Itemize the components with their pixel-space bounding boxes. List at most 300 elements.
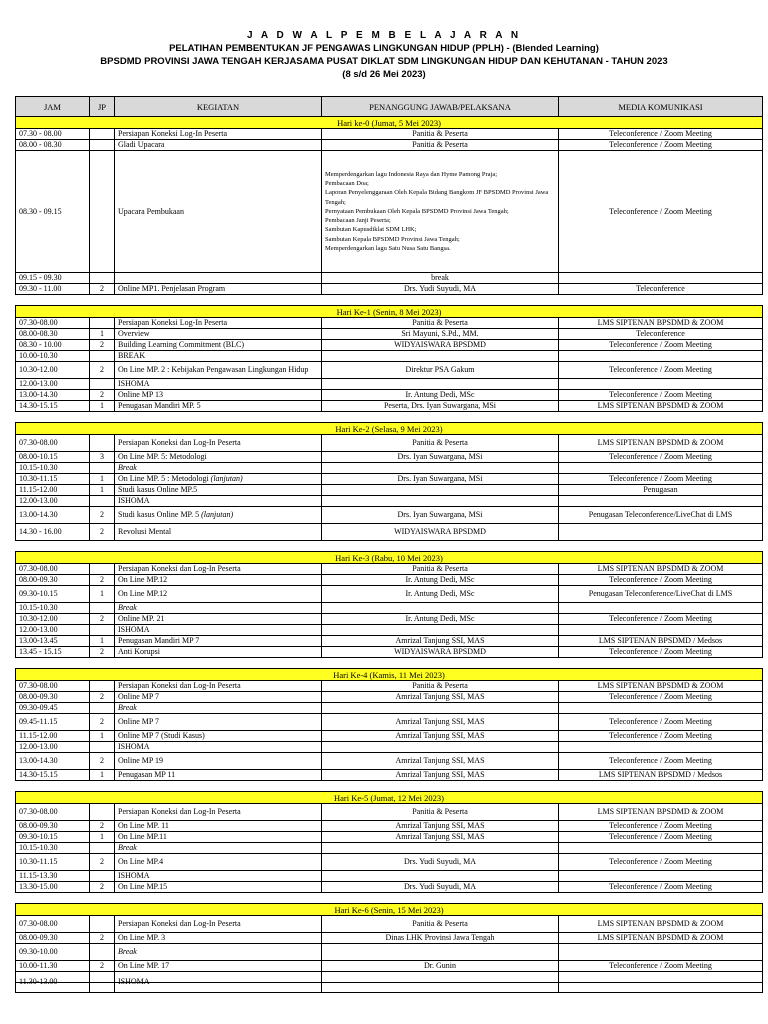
cell-jp: 2 [90, 362, 115, 379]
table-row [16, 140, 763, 151]
cell-jp: 2 [90, 284, 115, 295]
cell-kegiatan [115, 614, 322, 625]
cell-jp [90, 379, 115, 390]
cell-kegiatan [115, 463, 322, 474]
cell-kegiatan [115, 821, 322, 832]
table-row [16, 871, 763, 882]
table-row [16, 362, 763, 379]
cell-kegiatan [115, 507, 322, 524]
cell-jam: 10.30-11.15 [16, 854, 90, 871]
agenda-item: Memperdengarkan lagu Indonesia Raya dan Hyme Pamong Praja; [325, 171, 498, 179]
activity-text: Online MP 13 [118, 390, 164, 399]
spacer-cell [16, 412, 763, 423]
table-row [16, 742, 763, 753]
cell-kegiatan [115, 753, 322, 770]
cell-jp: 2 [90, 614, 115, 625]
cell-jp [90, 804, 115, 821]
cell-kegiatan [115, 390, 322, 401]
cell-media [559, 351, 763, 362]
day-spacer [16, 295, 763, 306]
agenda-item: Sambutan Kapusdiklat SDM LHK; [325, 226, 417, 234]
activity-text: Persiapan Koneksi dan Log-In Peserta [118, 919, 241, 928]
cell-penanggung-jawab: Drs. Iyan Suwargana, MSi [322, 452, 559, 463]
cell-kegiatan [115, 496, 322, 507]
cell-media: Penugasan [559, 485, 763, 496]
cell-penanggung-jawab: Drs. Yudi Suyudi, MA [322, 882, 559, 893]
cell-jam: 09.30 - 11.00 [16, 284, 90, 295]
cell-jp [90, 871, 115, 882]
cell-jp: 2 [90, 961, 115, 972]
cell-jam: 09.30-10.15 [16, 832, 90, 843]
cell-jam: 09.30-10.00 [16, 944, 90, 961]
activity-text: On Line MP.4 [118, 857, 164, 866]
day-title: Hari Ke-4 (Kamis, 11 Mei 2023) [16, 669, 763, 681]
agenda-item: Pembacaan Doa; [325, 180, 369, 188]
activity-text: Persiapan Koneksi Log-In Peserta [118, 318, 228, 327]
activity-text: On Line MP.12 [118, 575, 168, 584]
table-row [16, 843, 763, 854]
cell-penanggung-jawab [322, 843, 559, 854]
activity-text: Persiapan Koneksi dan Log-In Peserta [118, 807, 241, 816]
cell-jp [90, 603, 115, 614]
activity-text: Online MP 19 [118, 756, 164, 765]
cell-media: LMS SIPTENAN BPSDMD & ZOOM [559, 435, 763, 452]
cell-jp: 2 [90, 647, 115, 658]
cell-jp: 1 [90, 731, 115, 742]
cell-kegiatan [115, 636, 322, 647]
schedule-table [15, 96, 763, 993]
cell-media: LMS SIPTENAN BPSDMD & ZOOM [559, 933, 763, 944]
table-row [16, 647, 763, 658]
activity-text: Break [118, 947, 137, 956]
cell-jam: 07.30-08.00 [16, 318, 90, 329]
cell-jp [90, 843, 115, 854]
cell-kegiatan [115, 575, 322, 586]
table-row [16, 625, 763, 636]
cell-jam: 11.15-13.30 [16, 871, 90, 882]
table-row [16, 496, 763, 507]
cell-kegiatan [115, 379, 322, 390]
cell-media [559, 603, 763, 614]
activity-suffix: (lanjutan) [201, 510, 234, 519]
cell-media [559, 625, 763, 636]
day-header-row [16, 423, 763, 435]
cell-kegiatan [115, 318, 322, 329]
cell-penanggung-jawab: Amrizal Tanjung SSI, MAS [322, 821, 559, 832]
activity-text: On Line MP. 11 [118, 821, 169, 830]
cell-jam: 10.15-10.30 [16, 463, 90, 474]
cell-jp: 2 [90, 854, 115, 871]
cell-kegiatan [115, 273, 322, 284]
cell-penanggung-jawab: Amrizal Tanjung SSI, MAS [322, 770, 559, 781]
cell-jam: 08.00-10.15 [16, 452, 90, 463]
cell-jp [90, 703, 115, 714]
cell-jp: 2 [90, 507, 115, 524]
cell-kegiatan [115, 731, 322, 742]
cell-jam: 13.45 - 15.15 [16, 647, 90, 658]
activity-text: ISHOMA [118, 625, 150, 634]
cell-penanggung-jawab: Amrizal Tanjung SSI, MAS [322, 714, 559, 731]
cell-jp: 2 [90, 882, 115, 893]
day-header-row [16, 792, 763, 804]
cell-kegiatan [115, 933, 322, 944]
cell-penanggung-jawab: Amrizal Tanjung SSI, MAS [322, 832, 559, 843]
cell-jam: 09.45-11.15 [16, 714, 90, 731]
day-header-row [16, 669, 763, 681]
cell-jp: 2 [90, 340, 115, 351]
cell-kegiatan [115, 804, 322, 821]
cell-media: Teleconference / Zoom Meeting [559, 452, 763, 463]
activity-text: On Line MP. 5 : Metodologi [118, 474, 211, 483]
date-range: (8 s/d 26 Mei 2023) [342, 69, 426, 80]
cell-kegiatan [115, 832, 322, 843]
cell-media [559, 273, 763, 284]
day-spacer [16, 412, 763, 423]
cell-media: Teleconference / Zoom Meeting [559, 821, 763, 832]
activity-text: Studi kasus Online MP. 5 [118, 510, 202, 519]
table-row [16, 379, 763, 390]
cell-jp [90, 625, 115, 636]
day-header-row [16, 306, 763, 318]
day-title: Hari Ke-3 (Rabu, 10 Mei 2023) [16, 552, 763, 564]
cell-jp [90, 273, 115, 284]
cell-jam: 07.30-08.00 [16, 916, 90, 933]
activity-text: Penugasan Mandiri MP. 5 [118, 401, 201, 410]
cell-media: LMS SIPTENAN BPSDMD / Medsos [559, 770, 763, 781]
organizer-line: BPSDMD PROVINSI JAWA TENGAH KERJASAMA PUSAT DIKLAT SDM LINGKUNGAN HIDUP DAN KEHUTANAN - TAHUN 2023 [100, 56, 668, 67]
cell-kegiatan [115, 474, 322, 485]
cell-jam: 09.15 - 09.30 [16, 273, 90, 284]
activity-text: Break [118, 463, 137, 472]
cell-penanggung-jawab: WIDYAISWARA BPSDMD [322, 647, 559, 658]
cell-penanggung-jawab: Dinas LHK Provinsi Jawa Tengah [322, 933, 559, 944]
cell-kegiatan [115, 916, 322, 933]
cell-kegiatan [115, 452, 322, 463]
cell-media [559, 703, 763, 714]
cell-jp: 1 [90, 832, 115, 843]
cell-jam: 10.30-12.00 [16, 362, 90, 379]
cell-jam: 14.30-15.15 [16, 401, 90, 412]
activity-text: On Line MP. 17 [118, 961, 170, 970]
cell-penanggung-jawab: Amrizal Tanjung SSI, MAS [322, 753, 559, 770]
cell-jam: 08.00-09.30 [16, 575, 90, 586]
cell-penanggung-jawab: Panitia & Peserta [322, 916, 559, 933]
cell-kegiatan [115, 714, 322, 731]
activity-text: ISHOMA [118, 977, 150, 986]
cell-penanggung-jawab [322, 603, 559, 614]
activity-text: Penugasan Mandiri MP 7 [118, 636, 200, 645]
table-row [16, 933, 763, 944]
cell-jam: 09.30-09.45 [16, 703, 90, 714]
cell-jam: 08.30 - 09.15 [16, 151, 90, 273]
cell-jp: 2 [90, 821, 115, 832]
cell-media: LMS SIPTENAN BPSDMD & ZOOM [559, 681, 763, 692]
table-row [16, 614, 763, 625]
cell-jam: 12.00-13.00 [16, 742, 90, 753]
cell-kegiatan [115, 284, 322, 295]
cell-media: Teleconference / Zoom Meeting [559, 474, 763, 485]
cell-jp [90, 140, 115, 151]
column-header-row [16, 97, 763, 117]
cell-jam: 10.30-11.15 [16, 474, 90, 485]
cell-media: Teleconference / Zoom Meeting [559, 692, 763, 703]
cell-media: Teleconference / Zoom Meeting [559, 340, 763, 351]
cell-jp [90, 318, 115, 329]
cell-media: LMS SIPTENAN BPSDMD & ZOOM [559, 318, 763, 329]
cell-penanggung-jawab [322, 496, 559, 507]
day-title: Hari ke-0 (Jumat, 5 Mei 2023) [16, 117, 763, 129]
training-name: PELATIHAN PEMBENTUKAN JF PENGAWAS LINGKUNGAN HIDUP (PPLH) - (Blended Learning) [169, 43, 599, 54]
cell-kegiatan [115, 882, 322, 893]
cell-penanggung-jawab: Ir. Antung Dedi, MSc [322, 390, 559, 401]
cell-kegiatan [115, 603, 322, 614]
table-row [16, 485, 763, 496]
table-row [16, 961, 763, 972]
cell-penanggung-jawab: Ir. Antung Dedi, MSc [322, 586, 559, 603]
activity-text: Break [118, 843, 137, 852]
cell-kegiatan [115, 140, 322, 151]
cell-kegiatan [115, 586, 322, 603]
day-spacer [16, 541, 763, 552]
day-title: Hari Ke-2 (Selasa, 9 Mei 2023) [16, 423, 763, 435]
table-row [16, 916, 763, 933]
cell-jp: 1 [90, 636, 115, 647]
cell-media: Teleconference / Zoom Meeting [559, 575, 763, 586]
cell-penanggung-jawab: Panitia & Peserta [322, 681, 559, 692]
cell-media: Teleconference / Zoom Meeting [559, 961, 763, 972]
table-row [16, 474, 763, 485]
day-header-row [16, 904, 763, 916]
day-header-row [16, 552, 763, 564]
cell-jam: 08.00-09.30 [16, 821, 90, 832]
cell-jam: 09.30-10.15 [16, 586, 90, 603]
activity-text: BREAK [118, 351, 146, 360]
cell-penanggung-jawab [322, 463, 559, 474]
cell-media: LMS SIPTENAN BPSDMD & ZOOM [559, 916, 763, 933]
activity-text: Persiapan Koneksi dan Log-In Peserta [118, 564, 241, 573]
cell-jp: 1 [90, 329, 115, 340]
cell-jam: 12.00-13.00 [16, 625, 90, 636]
table-row [16, 564, 763, 575]
cell-media: Teleconference / Zoom Meeting [559, 151, 763, 273]
cell-media [559, 524, 763, 541]
cell-media: LMS SIPTENAN BPSDMD / Medsos [559, 636, 763, 647]
agenda-item: Memperdengarkan lagu Satu Nusa Satu Bangsa. [325, 244, 451, 252]
cell-penanggung-jawab: Ir. Antung Dedi, MSc [322, 614, 559, 625]
activity-text: Upacara Pembukaan [118, 206, 184, 216]
cell-kegiatan [115, 871, 322, 882]
cell-jam: 10.00-11.30 [16, 961, 90, 972]
cell-penanggung-jawab [322, 351, 559, 362]
activity-text: On Line MP. 3 [118, 933, 166, 942]
spacer-cell [16, 893, 763, 904]
table-row [16, 882, 763, 893]
cell-media [559, 742, 763, 753]
cell-penanggung-jawab [322, 485, 559, 496]
activity-text: Gladi Upacara [118, 140, 165, 149]
cell-jam: 08.00-09.30 [16, 692, 90, 703]
agenda-item: Sambutan Kepala BPSDMD Provinsi Jawa Tengah; [325, 235, 460, 243]
activity-text: Penugasan MP 11 [118, 770, 176, 779]
activity-text: Online MP 7 [118, 717, 160, 726]
cell-penanggung-jawab [322, 703, 559, 714]
cell-media: Teleconference [559, 329, 763, 340]
cell-jp: 2 [90, 575, 115, 586]
activity-text: Online MP. 21 [118, 614, 165, 623]
cell-penanggung-jawab: Amrizal Tanjung SSI, MAS [322, 636, 559, 647]
cell-jp [90, 564, 115, 575]
table-row [16, 340, 763, 351]
col-jam-header: JAM [16, 97, 90, 117]
activity-text: ISHOMA [118, 871, 150, 880]
col-penanggung-jawab-header: PENANGGUNG JAWAB/PELAKSANA [322, 97, 559, 117]
cell-jam: 08.00 - 08.30 [16, 140, 90, 151]
cell-kegiatan [115, 329, 322, 340]
cell-kegiatan [115, 435, 322, 452]
cell-penanggung-jawab: Dr. Gunin [322, 961, 559, 972]
col-jp-header: JP [90, 97, 115, 117]
spacer-cell [16, 658, 763, 669]
cell-media: Teleconference / Zoom Meeting [559, 390, 763, 401]
cell-kegiatan [115, 770, 322, 781]
cell-media: Teleconference [559, 284, 763, 295]
table-row [16, 524, 763, 541]
activity-suffix: (lanjutan) [210, 474, 243, 483]
cell-penanggung-jawab [322, 625, 559, 636]
cell-jam: 08.00-08.30 [16, 329, 90, 340]
cell-jam: 13.00-14.30 [16, 390, 90, 401]
agenda-item: Laporan Penyelenggaraan Oleh Kepala Bidang Bangkom JF BPSDMD Provinsi Jawa Tengah; [325, 189, 549, 206]
table-row [16, 329, 763, 340]
table-row [16, 854, 763, 871]
cell-jp: 2 [90, 714, 115, 731]
activity-text: On Line MP.12 [118, 589, 168, 598]
table-row [16, 129, 763, 140]
cell-kegiatan [115, 151, 322, 273]
cell-jp [90, 496, 115, 507]
cell-media: Teleconference / Zoom Meeting [559, 614, 763, 625]
activity-text: On Line MP.11 [118, 832, 167, 841]
cell-kegiatan [115, 854, 322, 871]
day-spacer [16, 893, 763, 904]
cell-jp: 3 [90, 452, 115, 463]
col-media-header: MEDIA KOMUNIKASI [559, 97, 763, 117]
activity-text: Overview [118, 329, 150, 338]
cell-jam: 10.15-10.30 [16, 843, 90, 854]
cell-jp: 1 [90, 474, 115, 485]
table-row [16, 390, 763, 401]
cell-jam: 11.15-12.00 [16, 485, 90, 496]
cell-penanggung-jawab: Drs. Yudi Suyudi, MA [322, 284, 559, 295]
cell-jp: 2 [90, 753, 115, 770]
table-row [16, 944, 763, 961]
table-row [16, 804, 763, 821]
cell-kegiatan [115, 351, 322, 362]
cell-media [559, 944, 763, 961]
spacer-cell [16, 781, 763, 792]
cell-kegiatan [115, 703, 322, 714]
cell-media: LMS SIPTENAN BPSDMD & ZOOM [559, 401, 763, 412]
activity-text: On Line MP. 5: Metodologi [118, 452, 207, 461]
cell-media: Teleconference / Zoom Meeting [559, 714, 763, 731]
day-title: Hari Ke-5 (Jumat, 12 Mei 2023) [16, 792, 763, 804]
cell-penanggung-jawab: Panitia & Peserta [322, 318, 559, 329]
cell-kegiatan [115, 625, 322, 636]
table-row [16, 586, 763, 603]
cell-kegiatan [115, 681, 322, 692]
table-row [16, 636, 763, 647]
cell-jp [90, 435, 115, 452]
activity-text: Studi kasus Online MP.5 [118, 485, 198, 494]
cell-kegiatan [115, 362, 322, 379]
cell-jam: 12.00-13.00 [16, 379, 90, 390]
table-row [16, 692, 763, 703]
table-row [16, 681, 763, 692]
cell-penanggung-jawab [322, 742, 559, 753]
activity-text: ISHOMA [118, 742, 150, 751]
cell-jam: 08.00-09.30 [16, 933, 90, 944]
cell-kegiatan [115, 401, 322, 412]
spacer-cell [16, 541, 763, 552]
table-row [16, 703, 763, 714]
activity-text: Online MP 7 [118, 692, 160, 701]
activity-text: Online MP 7 (Studi Kasus) [118, 731, 205, 740]
cell-penanggung-jawab: Panitia & Peserta [322, 129, 559, 140]
cell-kegiatan [115, 742, 322, 753]
cell-jp: 2 [90, 390, 115, 401]
cell-jam: 13.00-14.30 [16, 507, 90, 524]
cell-jam: 12.00-13.00 [16, 496, 90, 507]
table-row [16, 351, 763, 362]
cell-penanggung-jawab: Drs. Iyan Suwargana, MSi [322, 474, 559, 485]
cell-jam: 10.30-12.00 [16, 614, 90, 625]
cell-penanggung-jawab: Panitia & Peserta [322, 140, 559, 151]
activity-text: ISHOMA [118, 379, 150, 388]
col-kegiatan-header: KEGIATAN [115, 97, 322, 117]
activity-text: On Line MP. 2 : Kebijakan Pengawasan Lingkungan Hidup [118, 365, 309, 374]
cell-kegiatan [115, 692, 322, 703]
cell-media: Teleconference / Zoom Meeting [559, 753, 763, 770]
cell-media: Teleconference / Zoom Meeting [559, 731, 763, 742]
table-row [16, 832, 763, 843]
cell-media [559, 463, 763, 474]
table-row [16, 714, 763, 731]
cell-jam: 10.00-10.30 [16, 351, 90, 362]
cell-jam: 07.30-08.00 [16, 435, 90, 452]
day-header-row [16, 117, 763, 129]
cell-media: Teleconference / Zoom Meeting [559, 140, 763, 151]
cell-jam: 14.30-15.15 [16, 770, 90, 781]
cell-penanggung-jawab [322, 944, 559, 961]
cell-jp [90, 944, 115, 961]
cell-jam: 13.00-13.45 [16, 636, 90, 647]
cell-media: Teleconference / Zoom Meeting [559, 854, 763, 871]
cell-jp: 1 [90, 485, 115, 496]
cell-penanggung-jawab: WIDYAISWARA BPSDMD [322, 340, 559, 351]
cell-jp [90, 463, 115, 474]
cell-media: Teleconference / Zoom Meeting [559, 129, 763, 140]
agenda-item: Pernyataan Pembukaan Oleh Kepala BPSDMD Provinsi Jawa Tengah; [325, 207, 509, 215]
cell-penanggung-jawab: Ir. Antung Dedi, MSc [322, 575, 559, 586]
activity-text: Break [118, 703, 137, 712]
table-row [16, 401, 763, 412]
cell-jp: 2 [90, 933, 115, 944]
table-row [16, 452, 763, 463]
cell-jam: 07.30-08.00 [16, 804, 90, 821]
cell-media: Teleconference / Zoom Meeting [559, 832, 763, 843]
cell-media: Teleconference / Zoom Meeting [559, 647, 763, 658]
table-row [16, 318, 763, 329]
